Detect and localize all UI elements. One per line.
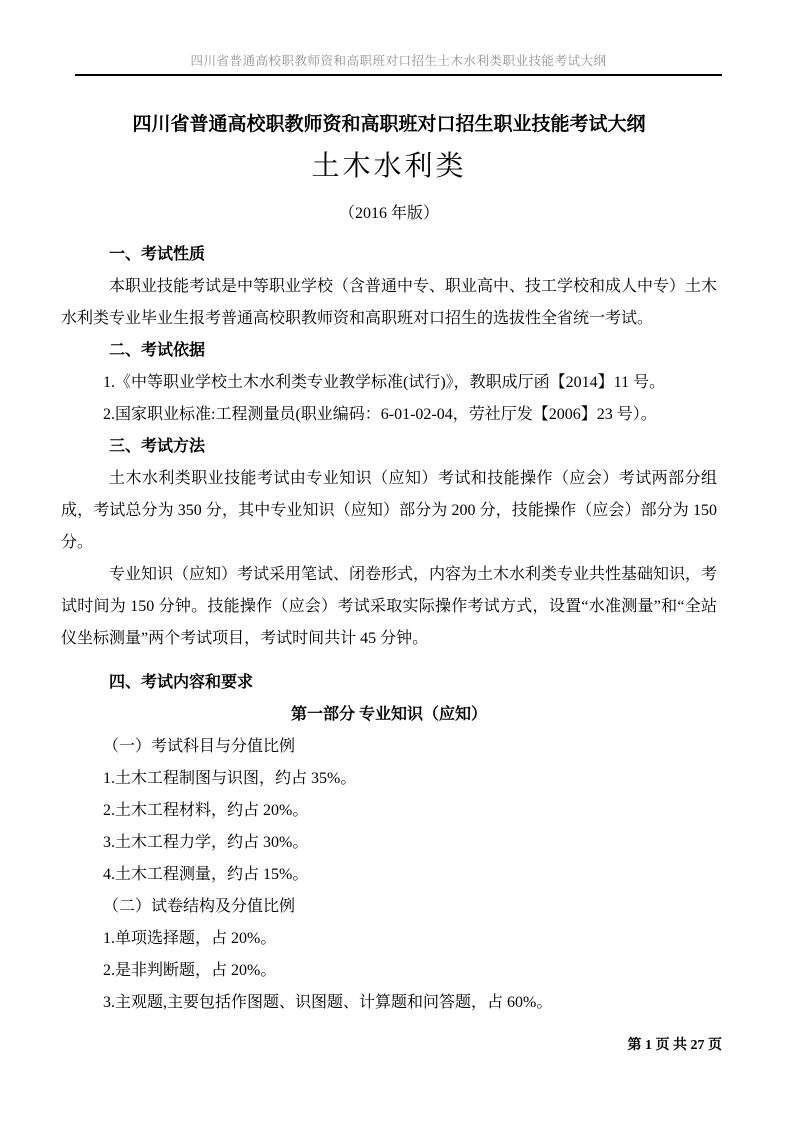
subsection-heading-2: （二）试卷结构及分值比例 — [103, 898, 296, 915]
list-item-subject-3: 3.土木工程力学，约占 30%。 — [103, 834, 309, 851]
page-header — [75, 0, 722, 76]
section-heading-4: 四、考试内容和要求 — [109, 674, 254, 691]
section-heading-3: 三、考试方法 — [109, 438, 206, 455]
section-heading-1: 一、考试性质 — [109, 246, 206, 263]
part-title: 第一部分 专业知识（应知） — [290, 706, 487, 723]
list-item-structure-1: 1.单项选择题，占 20%。 — [103, 930, 277, 947]
list-item-structure-2: 2.是非判断题，占 20%。 — [103, 962, 277, 979]
list-item-subject-1: 1.土木工程制图与识图，约占 35%。 — [103, 770, 357, 787]
document-title: 四川省普通高校职教师资和高职班对口招生职业技能考试大纲 — [132, 114, 646, 135]
list-item-structure-3: 3.主观题,主要包括作图题、识图题、计算题和问答题，占 60%。 — [103, 994, 553, 1011]
subsection-heading-1: （一）考试科目与分值比例 — [103, 738, 296, 755]
section-heading-2: 二、考试依据 — [109, 342, 206, 359]
page-number: 第 1 页 共 27 页 — [627, 1038, 722, 1053]
list-item-subject-4: 4.土木工程测量，约占 15%。 — [103, 866, 309, 883]
paragraph-exam-nature: 本职业技能考试是中等职业学校（含普通中专、职业高中、技工学校和成人中专）土木水利类专业毕业生报考普通高校职教师资和高职班对口招生的选拔性全省统一考试。 — [61, 278, 718, 327]
document-body — [61, 77, 717, 1019]
paragraph-exam-method-2: 专业知识（应知）考试采用笔试、闭卷形式，内容为土木水利类专业共性基础知识，考试时间为 150 分钟。技能操作（应会）考试采取实际操作考试方式，设置“水准测量”和“全站仪坐标测量”两个考试项目，考试时间共计 45 分钟。 — [61, 566, 718, 647]
document-category-title: 土木水利类 — [311, 151, 467, 182]
list-item-subject-2: 2.土木工程材料，约占 20%。 — [103, 802, 309, 819]
list-item-basis-2: 2.国家职业标准:工程测量员(职业编码：6-01-02-04，劳社厅发【2006】23 号）。 — [103, 406, 657, 423]
paragraph-exam-method-1: 土木水利类职业技能考试由专业知识（应知）考试和技能操作（应会）考试两部分组成，考试总分为 350 分，其中专业知识（应知）部分为 200 分，技能操作（应会）部分为 150 分。 — [61, 470, 717, 551]
edition-label: （2016 年版） — [338, 205, 439, 222]
page-header-text: 四川省普通高校职教师资和高职班对口招生土木水利类职业技能考试大纲 — [190, 54, 607, 68]
list-item-basis-1: 1.《中等职业学校土木水利类专业教学标准(试行)》，教职成厅函【2014】11 号。 — [103, 374, 666, 391]
